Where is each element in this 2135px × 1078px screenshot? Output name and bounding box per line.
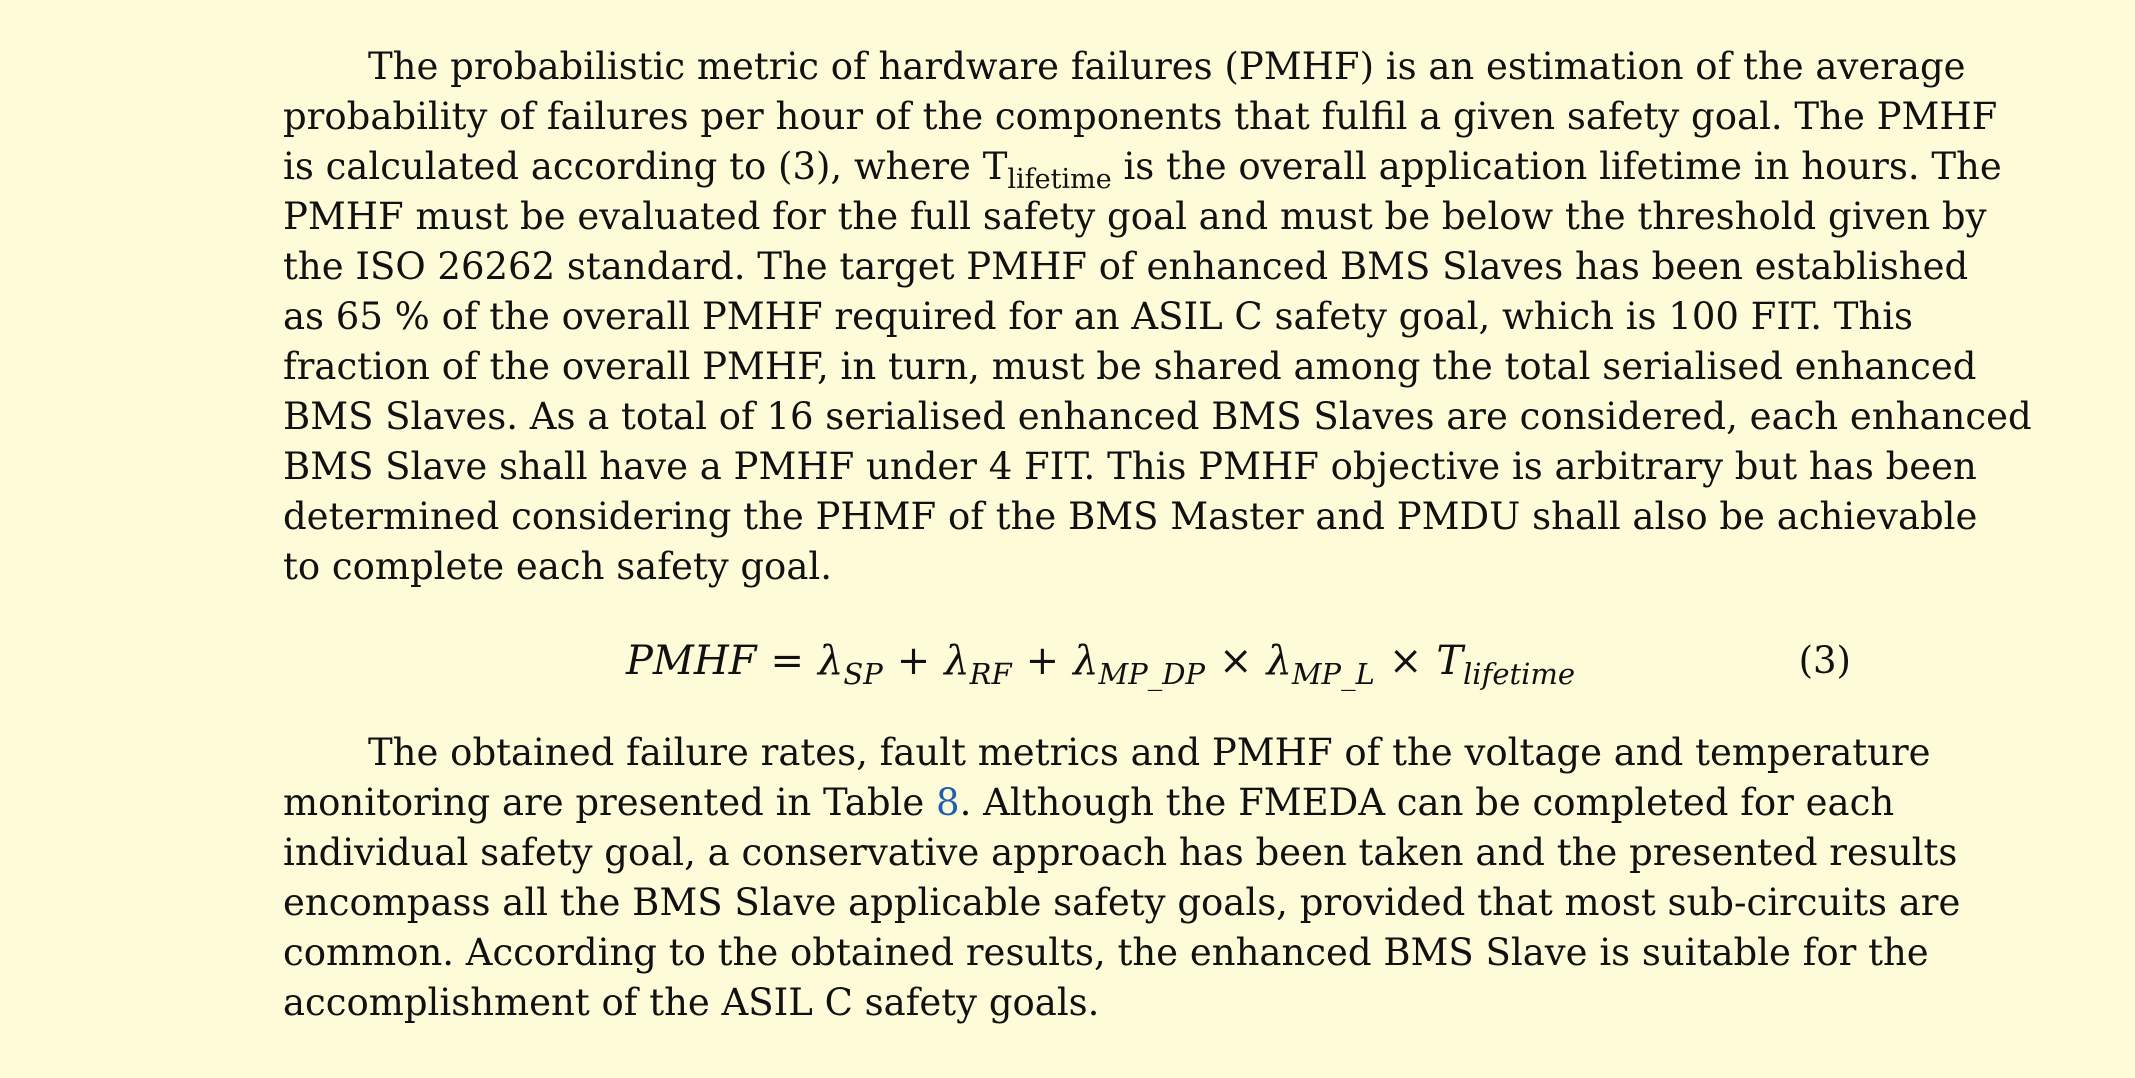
text-line: determined considering the PHMF of the BMS Master and PMDU shall also be achievable [283,495,1978,538]
text-line: monitoring are presented in Table 8. Although the FMEDA can be completed for each [283,781,1895,824]
equation-equals: = [770,638,805,684]
paragraph-results [283,728,1961,1028]
plus-operator: + [1025,638,1060,684]
times-operator: × [1218,638,1253,684]
text-line: probability of failures per hour of the components that fulfil a given safety goal. The PMHF [283,95,1998,138]
text-line: PMHF must be evaluated for the full safety goal and must be below the threshold given by [283,195,1987,238]
text-line: accomplishment of the ASIL C safety goals. [283,981,1100,1024]
plus-operator: + [896,638,931,684]
text-line: BMS Slaves. As a total of 16 serialised enhanced BMS Slaves are considered, each enhanced [283,395,2032,438]
text-line: is calculated according to (3), where $T_{lifetime}$ is the overall application lifetime in hours. The [283,145,2002,195]
text-line: common. According to the obtained results, the enhanced BMS Slave is suitable for the [283,931,1929,974]
equation-pmhf [283,633,1851,693]
text-line: to complete each safety goal. [283,545,832,588]
t-lifetime: $T_{lifetime}$ [1436,638,1576,691]
subscript: lifetime [1007,164,1112,195]
text-line: fraction of the overall PMHF, in turn, must be shared among the total serialised enhanced [283,345,1977,388]
paragraph-pmhf-definition [283,42,2032,592]
text-line: BMS Slave shall have a PMHF under 4 FIT. This PMHF objective is arbitrary but has been [283,445,1977,488]
text-line: encompass all the BMS Slave applicable safety goals, provided that most sub-circuits are [283,881,1961,924]
lambda-mp-l: $\lambda_{MP\_L}$ [1266,638,1375,691]
text-line: individual safety goal, a conservative approach has been taken and the presented results [283,831,1958,874]
lambda-mp-dp: $\lambda_{MP\_DP}$ [1073,638,1205,691]
text-line: The obtained failure rates, fault metrics and PMHF of the voltage and temperature [368,731,1931,774]
lambda-sp: $\lambda_{SP}$ [818,638,883,691]
lambda-rf: $\lambda_{RF}$ [944,638,1012,691]
table-reference-link[interactable]: 8 [936,781,960,824]
equation-body [626,633,1575,689]
equation-lhs: PMHF [626,638,757,684]
text-line: the ISO 26262 standard. The target PMHF of enhanced BMS Slaves has been established [283,245,1969,288]
equation-number: (3) [1798,639,1851,682]
times-operator: × [1388,638,1423,684]
text-line: The probabilistic metric of hardware failures (PMHF) is an estimation of the average [368,45,1966,88]
text-line: as 65 % of the overall PMHF required for an ASIL C safety goal, which is 100 FIT. This [283,295,1914,338]
